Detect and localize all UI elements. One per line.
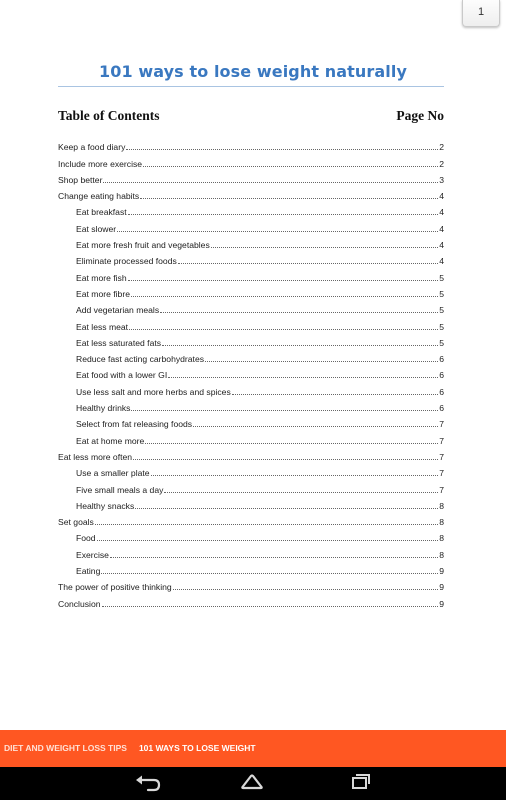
toc-dot-leader xyxy=(97,539,439,541)
toc-entry-title: Shop better xyxy=(58,174,103,185)
toc-entry-page: 8 xyxy=(439,533,444,544)
toc-entry[interactable] xyxy=(58,185,444,201)
toc-entry[interactable] xyxy=(58,348,444,364)
toc-entry[interactable] xyxy=(58,315,444,331)
back-icon xyxy=(128,771,168,796)
toc-dot-leader xyxy=(193,425,438,427)
toc-entry-title: Select from fat releasing foods xyxy=(76,419,193,430)
toc-dot-leader xyxy=(162,344,438,346)
toc-entry[interactable] xyxy=(58,429,444,445)
toc-dot-leader xyxy=(128,213,439,215)
toc-entry-title: Eat more fresh fruit and vegetables xyxy=(76,240,210,251)
toc-entry-page: 9 xyxy=(439,566,444,577)
toc-dot-leader xyxy=(131,409,438,411)
toc-dot-leader xyxy=(164,491,438,493)
toc-dot-leader xyxy=(131,295,438,297)
toc-entry[interactable] xyxy=(58,478,444,494)
toc-entry-page: 8 xyxy=(439,549,444,560)
toc-entry[interactable] xyxy=(58,397,444,413)
toc-entry-page: 7 xyxy=(439,468,444,479)
toc-dot-leader xyxy=(232,393,438,395)
toc-dot-leader xyxy=(135,507,438,509)
toc-entry[interactable] xyxy=(58,592,444,608)
toc-entry[interactable] xyxy=(58,152,444,168)
toc-entry-title: Eat less saturated fats xyxy=(76,337,162,348)
title-divider xyxy=(58,86,444,87)
toc-entry-title: Eat less meat xyxy=(76,321,129,332)
toc-entry[interactable] xyxy=(58,201,444,217)
toc-dot-leader xyxy=(126,148,438,150)
toc-dot-leader xyxy=(151,474,439,476)
toc-entry-page: 8 xyxy=(439,517,444,528)
toc-entry-title: Eat food with a lower GI xyxy=(76,370,168,381)
home-button[interactable] xyxy=(232,771,272,796)
toc-page-heading: Page No xyxy=(396,108,444,123)
toc-entry-title: Food xyxy=(76,533,96,544)
toc-entry[interactable] xyxy=(58,283,444,299)
toc-entry-title: Use less salt and more herbs and spices xyxy=(76,386,231,397)
toc-entry-page: 4 xyxy=(439,240,444,251)
toc-entry-page: 3 xyxy=(439,174,444,185)
toc-dot-leader xyxy=(103,181,438,183)
page-indicator[interactable]: 1 xyxy=(462,0,500,27)
toc-entry-title: Eat more fish xyxy=(76,272,127,283)
toc-entry[interactable] xyxy=(58,136,444,152)
toc-entry-title: Eat at home more xyxy=(76,435,145,446)
toc-entry-title: Healthy drinks xyxy=(76,403,131,414)
toc-entry-title: Add vegetarian meals xyxy=(76,305,160,316)
toc-dot-leader xyxy=(160,311,438,313)
toc-entry[interactable] xyxy=(58,543,444,559)
toc-entry-page: 7 xyxy=(439,484,444,495)
toc-entry-page: 5 xyxy=(439,272,444,283)
toc-entry-page: 7 xyxy=(439,435,444,446)
back-button[interactable] xyxy=(128,771,168,796)
toc-entry-title: Conclusion xyxy=(58,598,101,609)
toc-entry[interactable] xyxy=(58,511,444,527)
tab-101-ways-to-lose-weight[interactable]: 101 WAYS TO LOSE WEIGHT xyxy=(138,743,256,753)
toc-list xyxy=(58,136,444,609)
toc-entry-title: The power of positive thinking xyxy=(58,582,172,593)
toc-dot-leader xyxy=(211,246,438,248)
toc-entry-title: Healthy snacks xyxy=(76,500,135,511)
toc-entry-title: Exercise xyxy=(76,549,109,560)
toc-entry-page: 5 xyxy=(439,337,444,348)
toc-dot-leader xyxy=(168,376,438,378)
recent-apps-icon xyxy=(340,771,380,796)
toc-entry-title: Keep a food diary xyxy=(58,142,126,153)
toc-entry[interactable] xyxy=(58,250,444,266)
toc-entry-title: Include more exercise xyxy=(58,158,143,169)
toc-entry[interactable] xyxy=(58,234,444,250)
toc-entry-page: 2 xyxy=(439,142,444,153)
toc-entry-page: 6 xyxy=(439,386,444,397)
toc-dot-leader xyxy=(95,523,438,525)
toc-entry[interactable] xyxy=(58,495,444,511)
toc-dot-leader xyxy=(178,262,438,264)
tab-bar xyxy=(0,730,506,767)
toc-entry-page: 8 xyxy=(439,500,444,511)
document-title: 101 ways to lose weight naturally xyxy=(98,62,407,81)
toc-dot-leader xyxy=(205,360,438,362)
toc-entry[interactable] xyxy=(58,299,444,315)
toc-entry-title: Change eating habits xyxy=(58,191,140,202)
toc-entry-page: 6 xyxy=(439,370,444,381)
toc-entry-title: Eat slower xyxy=(76,223,117,234)
toc-dot-leader xyxy=(133,458,438,460)
toc-entry-title: Eat less more often xyxy=(58,451,133,462)
toc-entry-page: 4 xyxy=(439,256,444,267)
toc-entry-page: 5 xyxy=(439,288,444,299)
toc-entry-title: Use a smaller plate xyxy=(76,468,150,479)
toc-entry-page: 5 xyxy=(439,321,444,332)
toc-entry-page: 7 xyxy=(439,451,444,462)
toc-entry-page: 4 xyxy=(439,223,444,234)
toc-entry[interactable] xyxy=(58,364,444,380)
toc-dot-leader xyxy=(110,556,438,558)
toc-dot-leader xyxy=(102,605,439,607)
toc-heading: Table of Contents xyxy=(58,108,160,123)
toc-dot-leader xyxy=(101,572,438,574)
toc-entry-title: Eat breakfast xyxy=(76,207,127,218)
toc-entry-page: 4 xyxy=(439,207,444,218)
toc-header xyxy=(58,108,444,126)
toc-entry-title: Eliminate processed foods xyxy=(76,256,177,267)
tab-diet-and-weight-loss-tips[interactable]: DIET AND WEIGHT LOSS TIPS xyxy=(4,743,127,753)
toc-entry-page: 2 xyxy=(439,158,444,169)
toc-entry-page: 9 xyxy=(439,598,444,609)
toc-entry-page: 6 xyxy=(439,354,444,365)
toc-entry[interactable] xyxy=(58,380,444,396)
toc-dot-leader xyxy=(173,588,439,590)
toc-entry[interactable] xyxy=(58,169,444,185)
toc-entry[interactable] xyxy=(58,576,444,592)
toc-entry-page: 6 xyxy=(439,403,444,414)
toc-entry[interactable] xyxy=(58,462,444,478)
toc-entry-title: Set goals xyxy=(58,517,94,528)
toc-entry[interactable] xyxy=(58,560,444,576)
toc-entry-title: Eat more fibre xyxy=(76,288,130,299)
toc-dot-leader xyxy=(145,442,438,444)
toc-dot-leader xyxy=(140,197,438,199)
toc-entry[interactable] xyxy=(58,527,444,543)
toc-entry[interactable] xyxy=(58,217,444,233)
toc-entry-title: Reduce fast acting carbohydrates xyxy=(76,354,205,365)
toc-entry-title: Eating xyxy=(76,566,101,577)
toc-entry-page: 4 xyxy=(439,191,444,202)
toc-entry-title: Five small meals a day xyxy=(76,484,164,495)
toc-dot-leader xyxy=(117,230,438,232)
toc-entry-page: 9 xyxy=(439,582,444,593)
toc-entry[interactable] xyxy=(58,266,444,282)
toc-entry-page: 5 xyxy=(439,305,444,316)
recent-apps-button[interactable] xyxy=(340,771,380,796)
home-icon xyxy=(232,771,272,796)
system-nav-bar xyxy=(0,767,506,800)
toc-dot-leader xyxy=(129,328,438,330)
toc-entry[interactable] xyxy=(58,332,444,348)
toc-entry[interactable] xyxy=(58,413,444,429)
toc-entry[interactable] xyxy=(58,446,444,462)
toc-dot-leader xyxy=(128,279,439,281)
toc-dot-leader xyxy=(143,165,438,167)
toc-entry-page: 7 xyxy=(439,419,444,430)
